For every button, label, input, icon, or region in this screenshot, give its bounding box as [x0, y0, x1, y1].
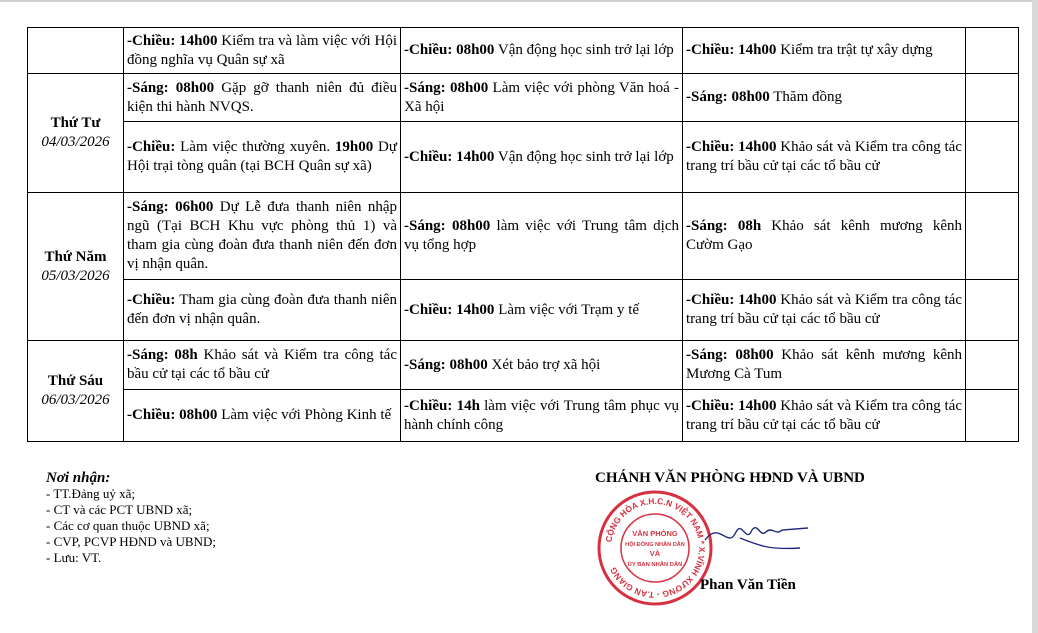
- day-cell: [28, 74, 124, 193]
- recipient-item: - Các cơ quan thuộc UBND xã;: [46, 518, 210, 533]
- day-date: 05/03/2026: [41, 267, 110, 284]
- page-edge-top: [0, 0, 1038, 2]
- schedule-cell: -Chiều: 14h00 Làm việc với Trạm y tế: [401, 280, 683, 341]
- schedule-cell: -Chiều: 14h00 Kiểm tra trật tự xây dựng: [683, 28, 966, 74]
- day-date: 04/03/2026: [41, 134, 110, 150]
- day-cell: [28, 341, 124, 442]
- recipient-item: - Lưu: VT.: [46, 550, 102, 565]
- schedule-cell: -Sáng: 08h00 Thăm đồng: [683, 74, 966, 122]
- table-row: [28, 280, 1019, 341]
- schedule-cell: -Sáng: 08h00 Gặp gỡ thanh niên đủ điều kiện thi hành NVQS.: [124, 74, 401, 122]
- signatory-title: CHÁNH VĂN PHÒNG HĐND VÀ UBND: [595, 470, 865, 486]
- recipient-item: - TT.Đảng uỷ xã;: [46, 486, 136, 501]
- schedule-cell: -Chiều: 14h00 Khảo sát và Kiểm tra công tác trang trí bầu cử tại các tổ bầu cử: [683, 122, 966, 193]
- table-row: [28, 193, 1019, 280]
- table-row: [28, 341, 1019, 390]
- schedule-cell: -Sáng: 08h00 làm việc với Trung tâm dịch vụ tổng hợp: [401, 193, 683, 280]
- day-name: Thứ Sáu: [47, 373, 104, 389]
- schedule-cell: -Sáng: 08h Khảo sát và Kiểm tra công tác bầu cử tại các tổ bầu cử: [124, 341, 401, 390]
- schedule-cell: -Sáng: 08h00 Làm việc với phòng Văn hoá - Xã hội: [401, 74, 683, 122]
- signature-block: [590, 470, 920, 610]
- schedule-cell: -Sáng: 08h00 Xét bảo trợ xã hội: [401, 341, 683, 390]
- stamp-line: HỘI ĐỒNG NHÂN DÂN: [625, 542, 685, 548]
- recipients-title: Nơi nhận:: [46, 470, 111, 486]
- table-row: [28, 122, 1019, 193]
- notes-cell: [966, 390, 1019, 442]
- schedule-cell: -Chiều: 14h00 Kiểm tra và làm việc với Hội đồng nghĩa vụ Quân sự xã: [124, 28, 401, 74]
- schedule-cell: -Sáng: 06h00 Dự Lễ đưa thanh niên nhập ngũ (Tại BCH Khu vực phòng thủ 1) và tham gia cùng đoàn đưa thanh niên đến đơn vị nhận quân.: [124, 193, 401, 280]
- signatory-name: Phan Văn Tiền: [700, 577, 796, 593]
- stamp-ring-text: CỘNG HÒA X.H.C.N VIỆT NAM * X.VĨNH XƯƠNG - T.AN GIANG: [603, 495, 708, 601]
- notes-cell: [966, 341, 1019, 390]
- day-name: Thứ Tư: [50, 115, 101, 131]
- notes-cell: [966, 193, 1019, 280]
- schedule-cell: -Chiều: 08h00 Làm việc với Phòng Kinh tế: [124, 390, 401, 442]
- table-row: [28, 74, 1019, 122]
- table-row: [28, 390, 1019, 442]
- day-date: 06/03/2026: [41, 392, 110, 408]
- stamp-line: VĂN PHÒNG: [632, 529, 678, 538]
- schedule-cell: -Sáng: 08h00 Khảo sát kênh mương kênh Mương Cà Tum: [683, 341, 966, 390]
- day-name: Thứ Năm: [44, 248, 107, 265]
- schedule-cell: -Chiều: 14h00 Khảo sát và Kiểm tra công tác trang trí bầu cử tại các tổ bầu cử: [683, 390, 966, 442]
- official-stamp: [595, 488, 715, 608]
- notes-cell: [966, 280, 1019, 341]
- notes-cell: [966, 74, 1019, 122]
- schedule-cell: -Chiều: Tham gia cùng đoàn đưa thanh niên đến đơn vị nhận quân.: [124, 280, 401, 341]
- day-cell: [28, 28, 124, 74]
- notes-cell: [966, 122, 1019, 193]
- schedule-cell: -Chiều: 08h00 Vận động học sinh trở lại lớp: [401, 28, 683, 74]
- day-cell: [28, 193, 124, 341]
- stamp-line: VÀ: [649, 549, 661, 558]
- schedule-table: [27, 27, 1019, 442]
- table-row: [28, 28, 1019, 74]
- recipient-item: - CVP, PCVP HĐND và UBND;: [46, 534, 216, 549]
- schedule-cell: -Chiều: Làm việc thường xuyên. 19h00 Dự Hội trại tòng quân (tại BCH Quân sự xã): [124, 122, 401, 193]
- schedule-cell: -Chiều: 14h00 Vận động học sinh trở lại lớp: [401, 122, 683, 193]
- schedule-cell: -Chiều: 14h00 Khảo sát và Kiểm tra công tác trang trí bầu cử tại các tổ bầu cử: [683, 280, 966, 341]
- recipients-block: [46, 470, 366, 566]
- schedule-cell: -Chiều: 14h làm việc với Trung tâm phục vụ hành chính công: [401, 390, 683, 442]
- handwritten-signature: [700, 510, 810, 560]
- recipient-item: - CT và các PCT UBND xã;: [46, 502, 193, 517]
- schedule-cell: -Sáng: 08h Khảo sát kênh mương kênh Cườm Gạo: [683, 193, 966, 280]
- notes-cell: [966, 28, 1019, 74]
- stamp-line: ỦY BAN NHÂN DÂN: [627, 562, 683, 568]
- scrollbar-track[interactable]: [1032, 0, 1038, 633]
